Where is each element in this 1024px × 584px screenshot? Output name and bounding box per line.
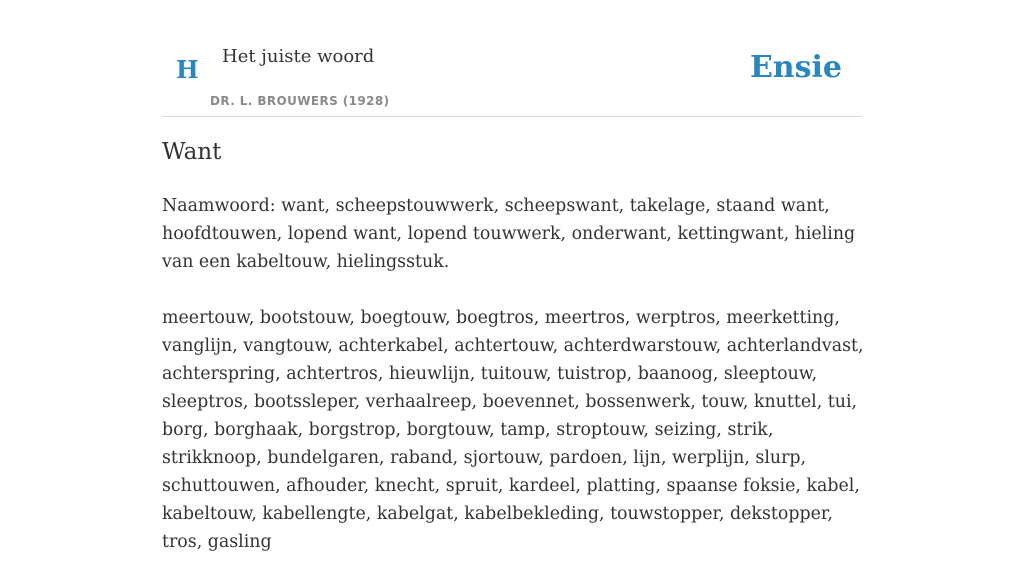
book-author: DR. L. BROUWERS (1928) — [210, 94, 390, 108]
entry-body — [162, 192, 866, 584]
entry-title: Want — [162, 139, 222, 165]
header — [162, 0, 862, 117]
entry-paragraph-synonyms: meertouw, bootstouw, boegtouw, boegtros, meertros, werptros, meerketting, vanglijn, vangtouw, achterkabel, achtertouw, achterdwarstouw, achterlandvast, achterspring, achtertros, hieuwlijn, tuitouw, tuistrop, baanoog, sleeptouw, sleeptros, bootssleper, verhaalreep, boevennet, bossenwerk, touw, knuttel, tui, borg, borghaak, borgstrop, borgtouw, tamp, stroptouw, seizing, strik, strikknoop, bundelgaren, raband, sjortouw, pardoen, lijn, werplijn, slurp, schuttouwen, afhouder, knecht, spruit, kardeel, platting, spaanse foksie, kabel, kabeltouw, kabellengte, kabelgat, kabelbekleding, touwstopper, dekstopper, tros, gasling — [162, 308, 864, 552]
entry-paragraph-definition: Naamwoord: want, scheepstouwwerk, scheepswant, takelage, staand want, hoofdtouwen, lopend want, lopend touwwerk, onderwant, kettingwant, hieling van een kabeltouw, hielingsstuk. — [162, 196, 856, 272]
book-title-link[interactable]: Het juiste woord — [222, 46, 375, 67]
ensie-logo-link[interactable]: Ensie — [749, 50, 842, 85]
book-logo-letter[interactable]: H — [176, 55, 199, 84]
